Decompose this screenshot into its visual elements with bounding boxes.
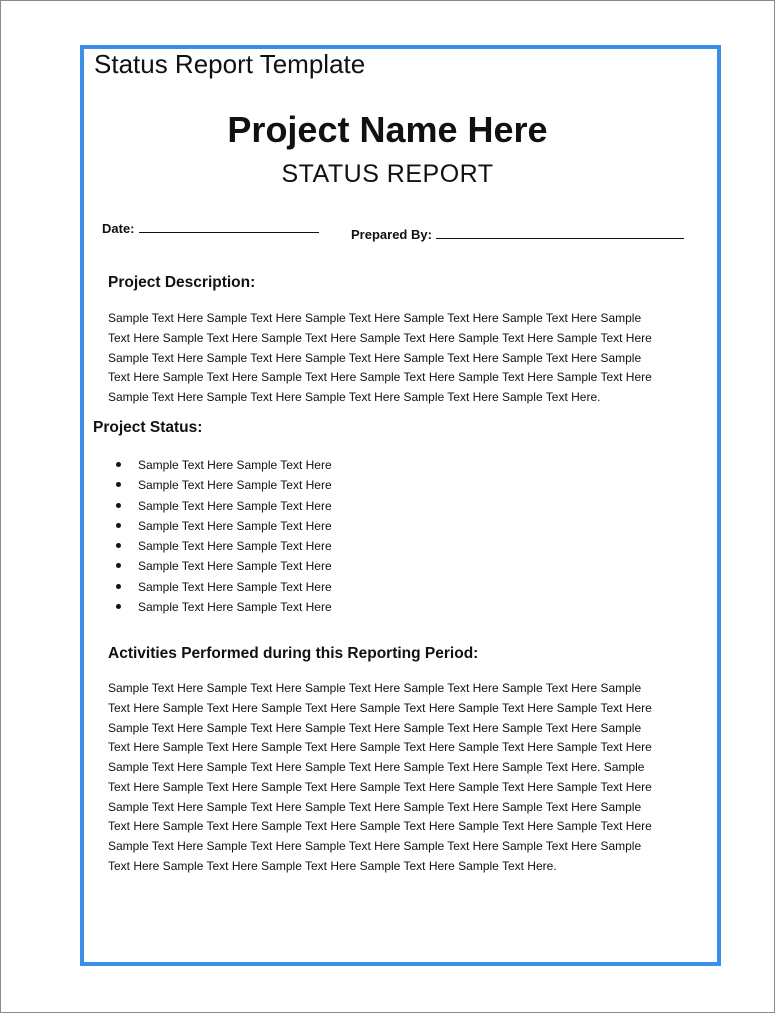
list-item-text: Sample Text Here Sample Text Here bbox=[138, 498, 332, 513]
project-title: Project Name Here bbox=[227, 109, 548, 150]
list-item-text: Sample Text Here Sample Text Here bbox=[138, 518, 332, 533]
list-item bbox=[112, 536, 332, 556]
paragraph-line: Sample Text Here Sample Text Here Sample Text Here Sample Text Here Sample Text Here Sample bbox=[108, 350, 642, 365]
activities-text bbox=[108, 679, 652, 875]
paragraph-line: Text Here Sample Text Here Sample Text Here Sample Text Here Sample Text Here Sample Text Here bbox=[108, 700, 652, 715]
paragraph-line: Sample Text Here Sample Text Here Sample Text Here Sample Text Here Sample Text Here Sample bbox=[108, 681, 642, 695]
project-status-list bbox=[112, 455, 332, 617]
paragraph-line: Sample Text Here Sample Text Here Sample Text Here Sample Text Here Sample Text Here Sample bbox=[108, 799, 642, 814]
paragraph-line: Sample Text Here Sample Text Here Sample Text Here Sample Text Here Sample Text Here Sample bbox=[108, 720, 642, 735]
bullet-icon bbox=[116, 584, 121, 589]
paragraph-line: Text Here Sample Text Here Sample Text Here Sample Text Here Sample Text Here Sample Text Here bbox=[108, 819, 652, 834]
list-item bbox=[112, 516, 332, 536]
document-label: Status Report Template bbox=[94, 49, 366, 79]
project-description-heading: Project Description: bbox=[108, 274, 256, 291]
bullet-icon bbox=[116, 563, 121, 568]
paragraph-line: Text Here Sample Text Here Sample Text Here Sample Text Here Sample Text Here. bbox=[108, 858, 557, 873]
report-subtitle: STATUS REPORT bbox=[281, 160, 494, 188]
date-blank-line bbox=[139, 220, 319, 233]
paragraph-line: Sample Text Here Sample Text Here Sample Text Here Sample Text Here Sample Text Here Sample bbox=[108, 839, 642, 853]
list-item-text: Sample Text Here Sample Text Here bbox=[138, 579, 332, 594]
bullet-icon bbox=[116, 604, 121, 609]
project-description-text bbox=[108, 309, 652, 408]
paragraph-line: Text Here Sample Text Here Sample Text Here Sample Text Here Sample Text Here Sample Text Here bbox=[108, 779, 652, 794]
list-item bbox=[112, 597, 332, 617]
prepared-by-blank-line bbox=[436, 226, 684, 239]
list-item-text: Sample Text Here Sample Text Here bbox=[138, 539, 332, 554]
paragraph-line: Text Here Sample Text Here Sample Text Here Sample Text Here Sample Text Here Sample Text Here bbox=[108, 740, 652, 755]
paragraph-line: Sample Text Here Sample Text Here Sample Text Here Sample Text Here Sample Text Here. Sample bbox=[108, 760, 645, 774]
list-item-text: Sample Text Here Sample Text Here bbox=[138, 559, 332, 574]
prepared-by-label: Prepared By: bbox=[351, 227, 432, 242]
bullet-icon bbox=[116, 482, 121, 487]
bullet-icon bbox=[116, 543, 121, 548]
activities-heading: Activities Performed during this Reporting Period: bbox=[108, 645, 479, 662]
list-item bbox=[112, 455, 332, 475]
paragraph-line: Text Here Sample Text Here Sample Text Here Sample Text Here Sample Text Here Sample Text Here bbox=[108, 330, 652, 345]
date-label: Date: bbox=[102, 221, 135, 236]
bullet-icon bbox=[116, 462, 121, 467]
project-status-heading: Project Status: bbox=[93, 419, 203, 436]
paragraph-line: Sample Text Here Sample Text Here Sample Text Here Sample Text Here Sample Text Here. bbox=[108, 390, 601, 404]
list-item bbox=[112, 556, 332, 576]
paragraph-line: Sample Text Here Sample Text Here Sample Text Here Sample Text Here Sample Text Here Sample bbox=[108, 311, 642, 325]
list-item-text: Sample Text Here Sample Text Here bbox=[138, 600, 332, 615]
list-item bbox=[112, 577, 332, 597]
paragraph-line: Text Here Sample Text Here Sample Text Here Sample Text Here Sample Text Here Sample Text Here bbox=[108, 370, 652, 385]
list-item bbox=[112, 496, 332, 516]
date-field bbox=[102, 220, 319, 236]
list-item-text: Sample Text Here Sample Text Here bbox=[138, 478, 332, 493]
bullet-icon bbox=[116, 503, 121, 508]
bullet-icon bbox=[116, 523, 121, 528]
prepared-by-field bbox=[351, 226, 684, 242]
list-item bbox=[112, 475, 332, 495]
list-item-text: Sample Text Here Sample Text Here bbox=[138, 458, 332, 472]
